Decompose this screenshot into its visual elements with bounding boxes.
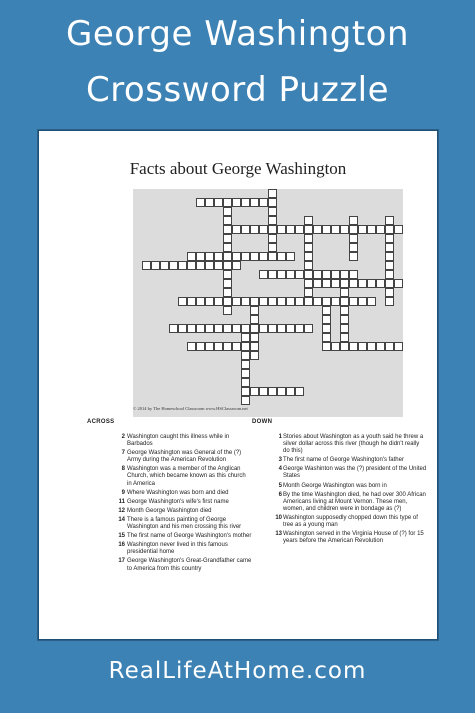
crossword-cell [268,387,277,396]
crossword-cell [295,387,304,396]
crossword-cell [304,234,313,243]
crossword-cell [322,225,331,234]
crossword-cell [187,342,196,351]
crossword-cell [268,207,277,216]
crossword-cell [205,324,214,333]
down-clues [252,419,427,547]
crossword-cell [205,261,214,270]
crossword-cell [385,342,394,351]
crossword-cell [187,252,196,261]
crossword-cell [187,297,196,306]
crossword-cell [223,243,232,252]
crossword-cell [367,225,376,234]
crossword-cell [304,216,313,225]
crossword-cell [241,369,250,378]
crossword-cell [241,351,250,360]
crossword-cell [250,297,259,306]
crossword-cell [232,198,241,207]
crossword-cell [331,297,340,306]
crossword-cell [259,270,268,279]
clue-number: 12 [118,507,125,514]
crossword-cell [268,216,277,225]
across-heading: ACROSS [87,419,115,425]
crossword-cell [358,279,367,288]
crossword-cell [214,324,223,333]
crossword-cell [214,297,223,306]
crossword-cell [313,270,322,279]
clue-text: George Washington was General of the (?) Army during the American Revolution [127,450,242,464]
crossword-cell [223,324,232,333]
crossword-cell [223,288,232,297]
clue-text: George Washington's wife's first name [127,498,229,505]
crossword-cell [223,225,232,234]
crossword-cell [340,288,349,297]
down-clue [252,483,427,490]
crossword-cell [385,279,394,288]
crossword-cell [223,270,232,279]
crossword-cell [304,252,313,261]
crossword-cell [178,261,187,270]
crossword-cell [304,288,313,297]
crossword-cell [268,225,277,234]
crossword-grid [133,189,403,417]
clue-text: Washington caught this illness while in Barbados [127,434,230,448]
down-clue [252,457,427,464]
crossword-cell [241,342,250,351]
copyright-line: © 2014 by The Homeschool Classroom www.HSClassroom.net [133,406,248,411]
clue-text: Washington never lived in this famous presidential home [127,542,228,556]
crossword-cell [385,270,394,279]
clue-number: 6 [278,491,282,498]
crossword-cell [304,243,313,252]
crossword-cell [295,225,304,234]
clue-text: The first name of George Washington's father [283,457,404,464]
crossword-cell [367,279,376,288]
crossword-cell [358,297,367,306]
crossword-cell [223,342,232,351]
clue-text: Washington was a member of the Anglican Church, which became known as this church in America [127,466,246,487]
clue-number: 2 [121,434,125,440]
clue-text: George Washington's Great-Grandfather came to America from this country [127,558,252,572]
crossword-cell [232,225,241,234]
across-clue [87,558,252,572]
crossword-cell [313,225,322,234]
down-clue [252,515,427,529]
clue-number: 4 [278,466,282,473]
crossword-cell [268,198,277,207]
crossword-cell [196,324,205,333]
crossword-cell [259,324,268,333]
crossword-cell [322,333,331,342]
crossword-cell [349,243,358,252]
crossword-cell [187,261,196,270]
crossword-cell [349,270,358,279]
crossword-cell [214,252,223,261]
crossword-cell [259,252,268,261]
crossword-cell [295,324,304,333]
crossword-cell [313,279,322,288]
crossword-cell [322,279,331,288]
crossword-cell [394,279,403,288]
down-clue-list [252,434,427,545]
across-clue [87,434,252,448]
crossword-cell [322,324,331,333]
crossword-cell [241,396,250,405]
clue-text: Where Washington was born and died [127,489,229,496]
crossword-cell [196,198,205,207]
crossword-cell [367,297,376,306]
crossword-cell [205,252,214,261]
clue-text: By the time Washington died, he had over 300 African Americans living at Mount Vernon. These men, women, and children were in bondage as (?) [283,491,426,512]
clue-number: 7 [121,450,125,457]
crossword-cell [313,297,322,306]
crossword-cell [385,234,394,243]
page-title-line1: George Washington [65,14,410,54]
crossword-cell [241,387,250,396]
crossword-cell [259,198,268,207]
crossword-cell [376,225,385,234]
crossword-cell [241,225,250,234]
crossword-cell [259,297,268,306]
worksheet-page [38,130,438,640]
across-clue [87,490,252,497]
crossword-cell [349,279,358,288]
crossword-cell [286,387,295,396]
clue-number: 15 [118,533,125,540]
crossword-cell [322,270,331,279]
crossword-cell [358,342,367,351]
crossword-cell [295,270,304,279]
crossword-cell [223,261,232,270]
crossword-cell [268,252,277,261]
crossword-cell [286,324,295,333]
crossword-cell [241,324,250,333]
crossword-cell [214,261,223,270]
crossword-cell [331,279,340,288]
clue-text: Washington supposedly chopped down this type of tree as a young man [283,514,418,529]
crossword-cell [205,198,214,207]
crossword-cell [268,189,277,198]
crossword-cell [304,324,313,333]
crossword-cell [331,342,340,351]
crossword-cell [241,297,250,306]
crossword-cell [295,297,304,306]
crossword-cell [340,342,349,351]
crossword-cell [349,225,358,234]
crossword-cell [250,387,259,396]
clue-number: 3 [278,457,282,464]
crossword-cell [394,225,403,234]
crossword-cell [205,297,214,306]
crossword-cell [394,342,403,351]
crossword-cell [322,342,331,351]
down-heading: DOWN [252,419,273,425]
crossword-cell [349,297,358,306]
crossword-cell [385,216,394,225]
crossword-cell [241,378,250,387]
crossword-cell [286,252,295,261]
crossword-cell [223,297,232,306]
clue-number: 16 [118,542,125,549]
crossword-cell [196,297,205,306]
site-footer: RealLifeAtHome.com [108,658,367,684]
clue-text: Washington served in the Virginia House of (?) for 15 years before the American Revolution [283,531,424,545]
crossword-cell [304,279,313,288]
crossword-cell [286,225,295,234]
crossword-cell [385,288,394,297]
crossword-cell [385,252,394,261]
down-clue [252,466,427,480]
clue-number: 10 [275,514,282,521]
crossword-cell [232,342,241,351]
worksheet-title: Facts about George Washington [129,159,347,178]
across-clue-list [87,434,252,573]
crossword-cell [385,297,394,306]
crossword-cell [277,297,286,306]
across-clue [87,533,252,540]
crossword-cell [286,270,295,279]
across-clue [87,450,252,464]
crossword-cell [340,315,349,324]
crossword-cell [241,360,250,369]
crossword-cell [169,261,178,270]
crossword-cell [277,324,286,333]
crossword-cell [304,261,313,270]
crossword-cell [268,297,277,306]
crossword-cell [340,225,349,234]
page-title-line2: Crossword Puzzle [85,70,390,110]
crossword-cell [250,252,259,261]
crossword-cell [250,306,259,315]
clue-text: Month George Washington died [127,507,212,514]
crossword-cell [385,243,394,252]
crossword-cell [250,315,259,324]
across-clue [87,466,252,487]
crossword-cell [349,252,358,261]
crossword-cell [232,297,241,306]
crossword-cell [322,297,331,306]
crossword-cell [331,270,340,279]
crossword-cell [250,351,259,360]
crossword-cell [376,342,385,351]
crossword-cell [277,270,286,279]
crossword-cell [196,342,205,351]
crossword-cell [277,225,286,234]
crossword-cell [268,270,277,279]
crossword-cell [340,324,349,333]
crossword-cell [358,225,367,234]
crossword-cell [349,342,358,351]
clue-number: 14 [118,516,125,523]
crossword-cell [223,207,232,216]
clue-number: 8 [121,466,125,473]
clue-text: The first name of George Washington's mother [127,533,252,540]
across-clues [87,419,252,575]
crossword-cell [160,261,169,270]
crossword-cell [304,297,313,306]
crossword-cell [151,261,160,270]
crossword-cell [340,333,349,342]
crossword-cell [304,270,313,279]
crossword-cell [304,225,313,234]
crossword-cell [367,342,376,351]
crossword-cell [241,198,250,207]
crossword-cell [385,225,394,234]
down-clue [252,434,427,455]
crossword-cell [268,234,277,243]
crossword-cell [241,252,250,261]
crossword-cell [250,225,259,234]
crossword-cell [277,252,286,261]
crossword-cell [223,234,232,243]
crossword-cell [331,225,340,234]
clue-number: 17 [118,558,125,565]
clue-number: 13 [275,531,282,538]
crossword-cell [196,261,205,270]
crossword-cell [232,324,241,333]
down-clue [252,492,427,513]
crossword-cell [178,324,187,333]
across-clue [87,517,252,531]
crossword-cell [214,198,223,207]
across-clue [87,499,252,506]
crossword-cell [142,261,151,270]
crossword-cell [340,297,349,306]
clue-text: George Washinton was the (?) president of the United States [283,466,427,480]
crossword-cell [376,279,385,288]
crossword-cell [223,252,232,261]
crossword-cell [169,324,178,333]
crossword-cell [241,333,250,342]
crossword-cell [178,297,187,306]
crossword-cell [286,297,295,306]
crossword-cell [223,279,232,288]
crossword-cell [223,216,232,225]
clue-number: 1 [278,434,282,440]
crossword-cell [250,198,259,207]
crossword-cell [250,342,259,351]
crossword-cell [250,333,259,342]
crossword-cell [223,306,232,315]
crossword-cell [259,225,268,234]
crossword-cell [277,387,286,396]
clue-text: Month George Washington was born in [283,482,387,489]
crossword-cell [268,324,277,333]
crossword-cell [349,234,358,243]
clue-number: 11 [118,498,125,505]
crossword-cell [340,270,349,279]
across-clue [87,508,252,515]
crossword-cell [205,342,214,351]
crossword-cell [250,324,259,333]
crossword-cell [232,261,241,270]
crossword-cell [196,252,205,261]
crossword-cell [340,279,349,288]
clue-text: Stories about Washington as a youth said he threw a silver dollar across this river (though he didn't really do this) [283,434,424,455]
clue-number: 9 [121,489,125,496]
across-clue [87,542,252,556]
crossword-cell [349,216,358,225]
crossword-cell [259,387,268,396]
crossword-cell [322,306,331,315]
crossword-cell [187,324,196,333]
clue-number: 5 [278,482,282,489]
crossword-cell [340,306,349,315]
crossword-cell [322,315,331,324]
down-clue [252,531,427,545]
crossword-cell [232,252,241,261]
crossword-cell [385,261,394,270]
crossword-cell [214,342,223,351]
crossword-cell [268,243,277,252]
clue-text: There is a famous painting of George Washington and his men crossing this river [127,516,242,531]
crossword-cell [223,198,232,207]
